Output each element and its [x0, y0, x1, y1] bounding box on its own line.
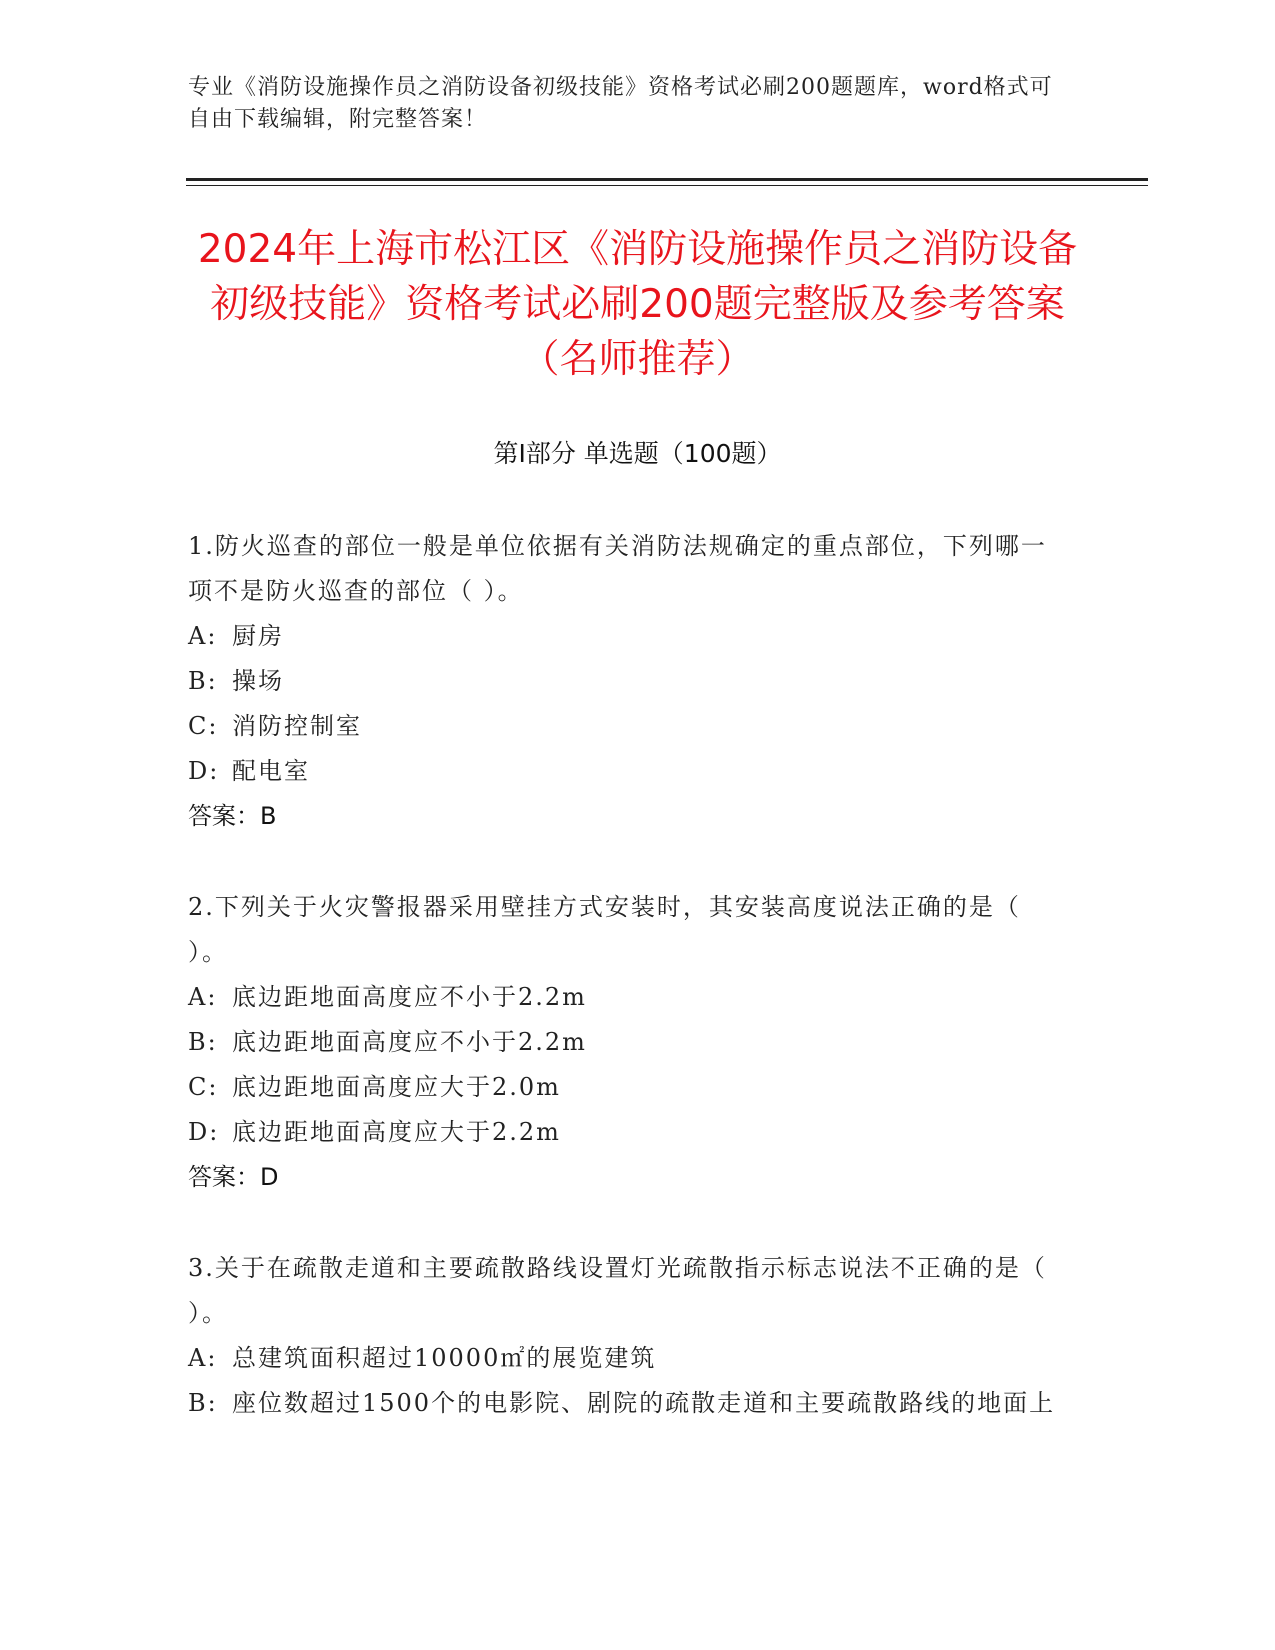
header-divider-thick	[186, 178, 1148, 181]
option-b	[188, 1381, 1068, 1426]
option-d	[188, 749, 1068, 794]
option-d	[188, 1110, 1068, 1155]
option-b	[188, 659, 1068, 704]
option-key: C:	[188, 712, 219, 740]
option-key: B:	[188, 1389, 218, 1417]
option-a	[188, 1336, 1068, 1381]
option-key: D:	[188, 1118, 220, 1146]
question-1	[188, 524, 1068, 839]
section-title: 第I部分 单选题（100题）	[493, 439, 782, 468]
question-stem: 2.下列关于火灾警报器采用壁挂方式安装时，其安装高度说法正确的是（ ）。	[188, 893, 1021, 966]
option-b	[188, 1020, 1068, 1065]
header-divider-thin	[186, 185, 1148, 186]
question-3	[188, 1246, 1068, 1426]
option-text: 底边距地面高度应不小于2.2m	[232, 983, 587, 1011]
question-stem: 3.关于在疏散走道和主要疏散路线设置灯光疏散指示标志说法不正确的是（ ）。	[188, 1254, 1047, 1327]
answer-line: 答案：B	[188, 802, 277, 830]
option-key: B:	[188, 1028, 218, 1056]
option-text: 厨房	[232, 622, 284, 650]
option-c	[188, 704, 1068, 749]
option-key: A:	[188, 1344, 218, 1372]
answer-line: 答案：D	[188, 1163, 279, 1191]
question-list	[188, 524, 1068, 1472]
option-key: A:	[188, 983, 218, 1011]
option-key: C:	[188, 1073, 219, 1101]
option-c	[188, 1065, 1068, 1110]
option-text: 配电室	[232, 757, 310, 785]
option-text: 底边距地面高度应大于2.2m	[232, 1118, 561, 1146]
question-stem: 1.防火巡查的部位一般是单位依据有关消防法规确定的重点部位，下列哪一项不是防火巡查的部位（ ）。	[188, 532, 1047, 605]
option-a	[188, 975, 1068, 1020]
document-title: 2024年上海市松江区《消防设施操作员之消防设备初级技能》资格考试必刷200题完整版及参考答案（名师推荐）	[197, 227, 1078, 382]
option-text: 消防控制室	[232, 712, 362, 740]
option-key: B:	[188, 667, 218, 695]
question-2	[188, 885, 1068, 1200]
option-key: A:	[188, 622, 218, 650]
option-a	[188, 614, 1068, 659]
option-text: 底边距地面高度应不小于2.2m	[232, 1028, 587, 1056]
option-text: 底边距地面高度应大于2.0m	[232, 1073, 561, 1101]
option-text: 操场	[232, 667, 284, 695]
option-text: 座位数超过1500个的电影院、剧院的疏散走道和主要疏散路线的地面上	[232, 1389, 1056, 1417]
option-text: 总建筑面积超过10000㎡的展览建筑	[232, 1344, 657, 1372]
option-key: D:	[188, 757, 220, 785]
header-note: 专业《消防设施操作员之消防设备初级技能》资格考试必刷200题题库，word格式可自由下载编辑，附完整答案！	[188, 75, 1053, 132]
